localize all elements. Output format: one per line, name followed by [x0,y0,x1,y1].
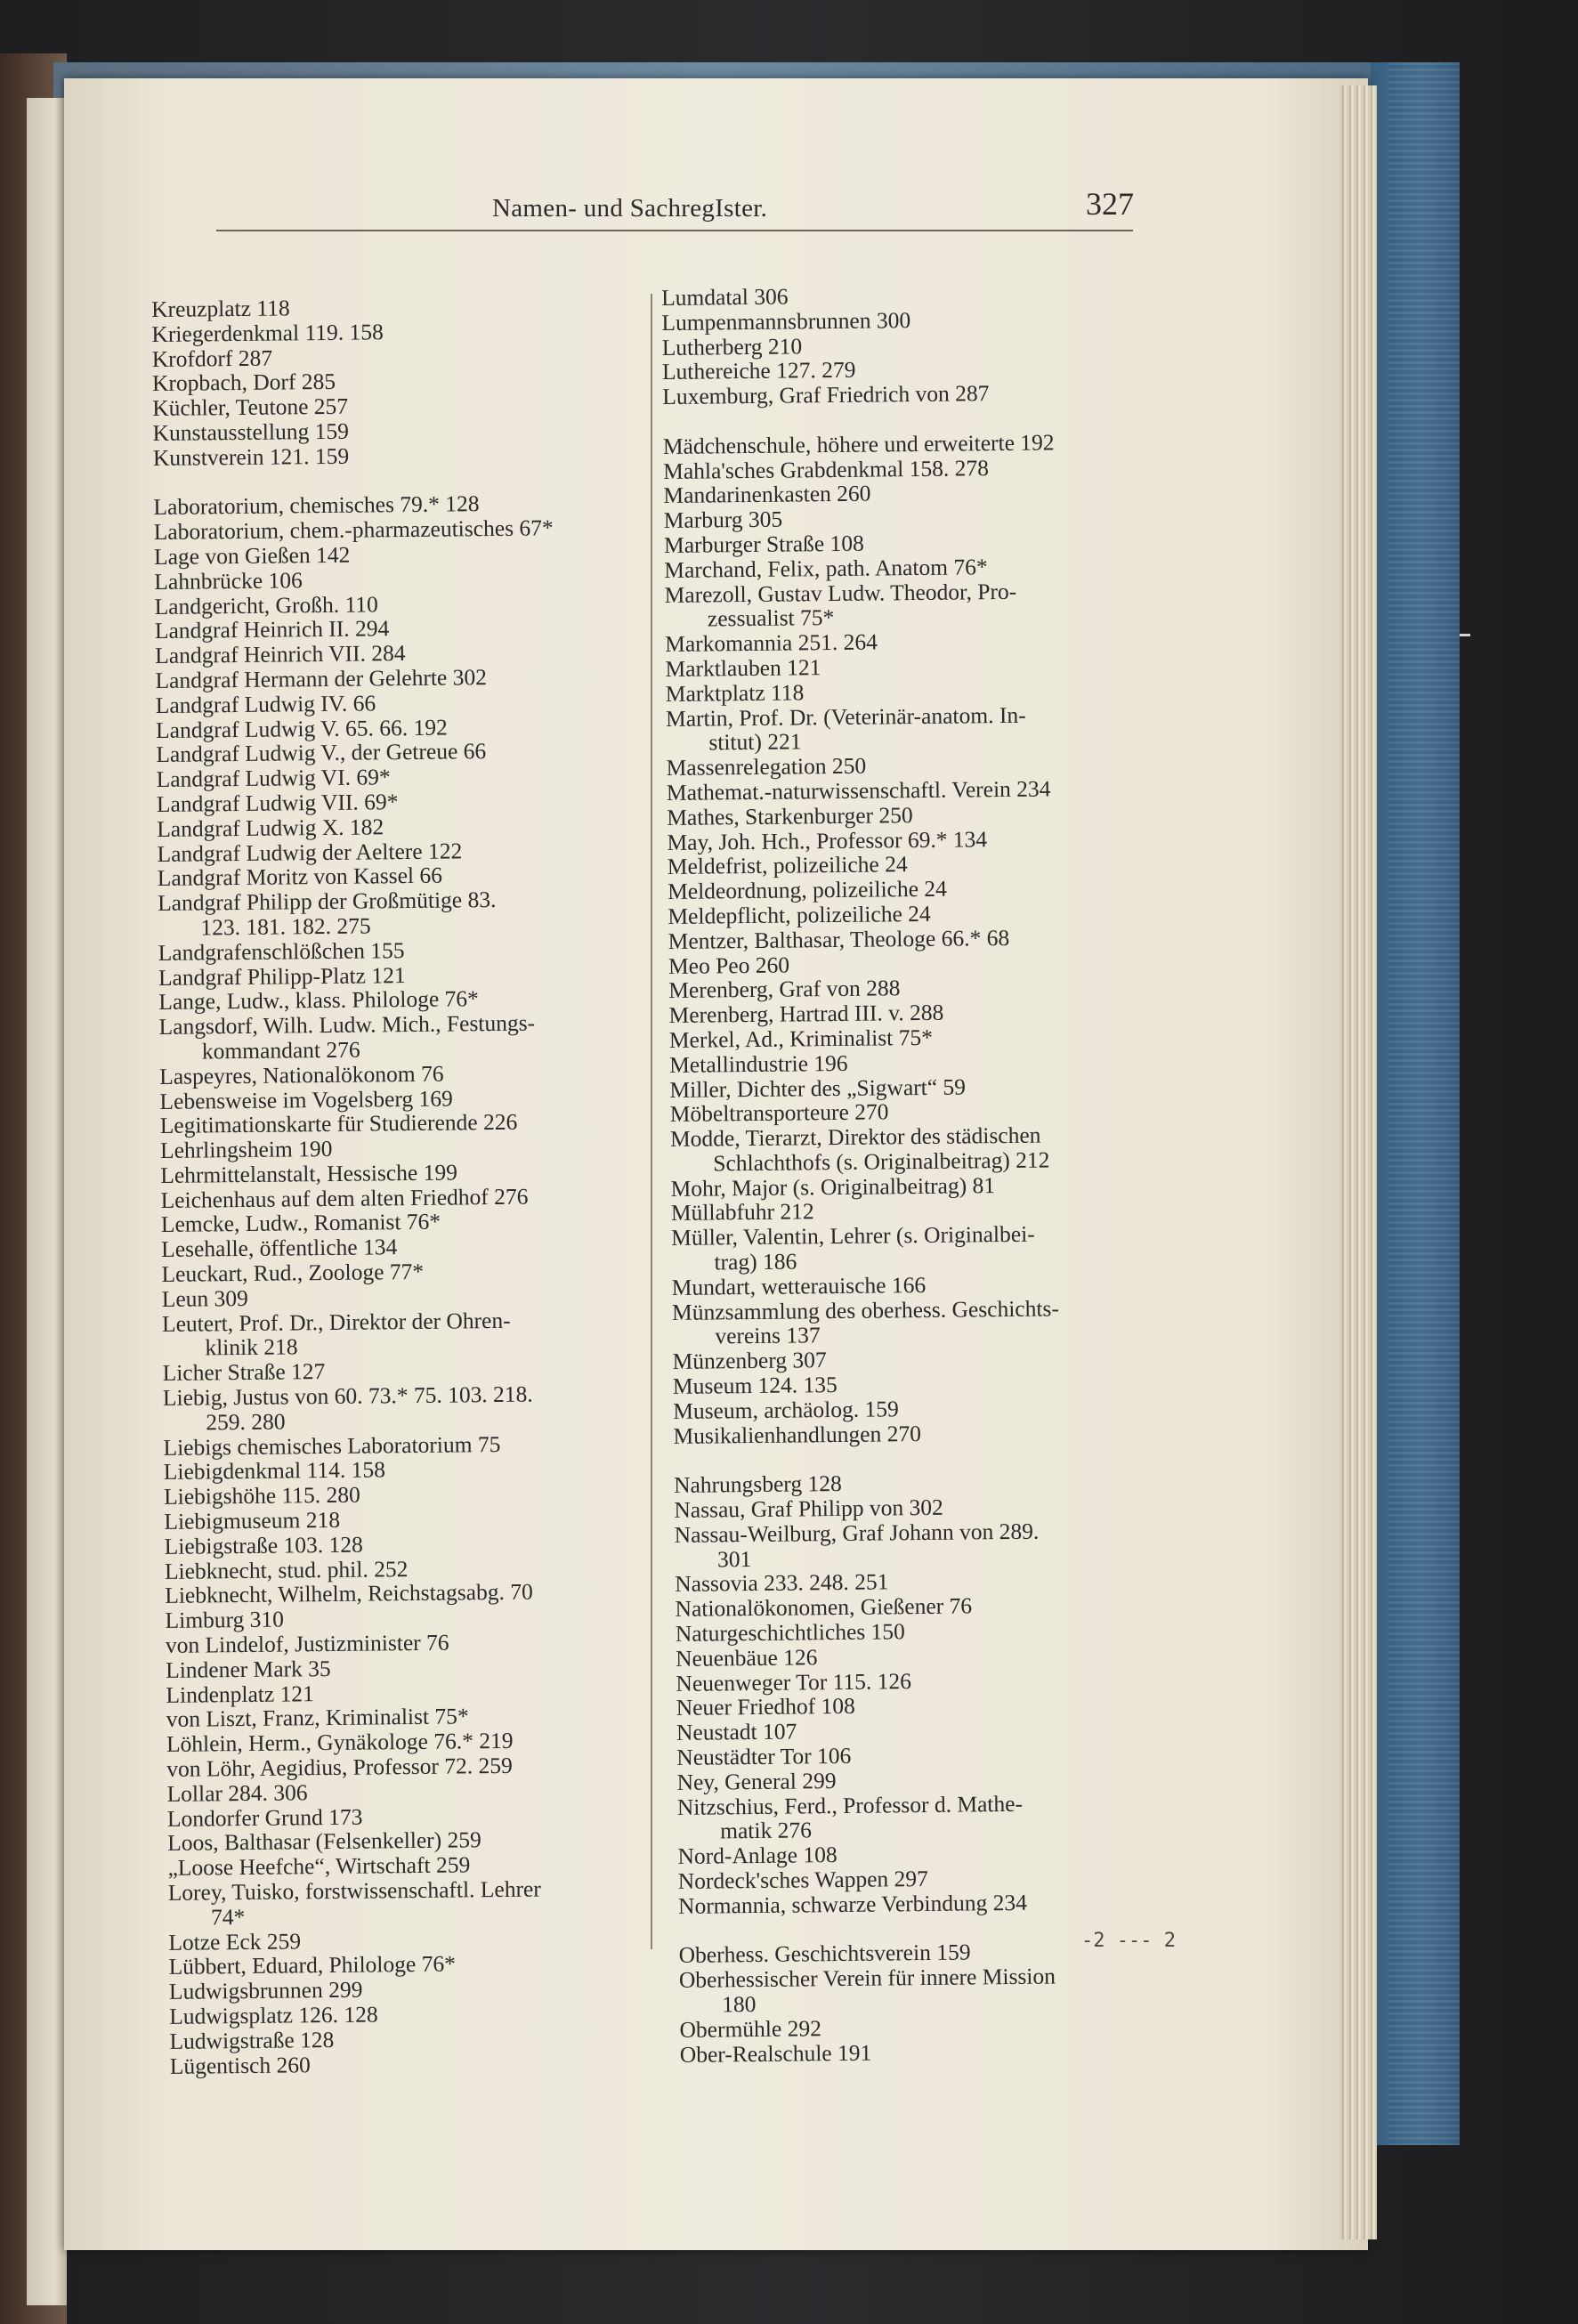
index-entry: Müllabfuhr 212 [670,1198,814,1227]
index-entry: Liebigs chemisches Laboratorium 75 [163,1430,501,1461]
index-entry: Massenrelegation 250 [666,752,867,781]
index-entry-continuation: kommandant 276 [201,1036,360,1065]
index-entry: Lumdatal 306 [660,283,789,311]
index-entry: Kunstverein 121. 159 [152,442,350,471]
index-entry: Lübbert, Eduard, Philologe 76* [168,1950,457,1980]
index-entry: Markomannia 251. 264 [665,628,878,658]
index-entry: Museum, archäolog. 159 [673,1396,899,1424]
index-column-left [151,292,677,2078]
index-entry: May, Joh. Hch., Professor 69.* 134 [667,825,988,855]
index-entry: Mahla'sches Grabdenkmal 158. 278 [663,454,990,484]
index-entry: Lesehalle, öffentliche 134 [161,1234,398,1263]
index-entry: Kunstausstellung 159 [152,417,350,446]
index-entry: Lorey, Tuisko, forstwissenschaftl. Lehrer [167,1875,541,1906]
index-entry: von Lindelof, Justizminister 76 [165,1629,449,1658]
index-entry: Kreuzplatz 118 [150,295,290,322]
index-entry: Merkel, Ad., Kriminalist 75* [668,1024,934,1053]
index-entry: Landgraf Heinrich VII. 284 [155,640,406,669]
index-entry: Liebig, Justus von 60. 73.* 75. 103. 218. [162,1381,533,1411]
index-entry: Landgraf Ludwig IV. 66 [155,690,376,718]
index-entry: Neuer Friedhof 108 [676,1693,855,1721]
index-entry-continuation: 301 [716,1545,752,1573]
index-entry: Luxemburg, Graf Friedrich von 287 [662,380,990,410]
index-entry: Küchler, Teutone 257 [152,393,349,422]
index-entry-continuation: stitut) 221 [708,728,802,756]
index-entry: Landgraf Ludwig V., der Getreue 66 [156,738,487,768]
index-entry: Marezoll, Gustav Ludw. Theodor, Pro- [664,578,1017,608]
index-entry: Landgrafenschlößchen 155 [158,936,405,966]
index-entry: Leichenhaus auf dem alten Friedhof 276 [160,1183,529,1213]
index-entry: Lotze Eck 259 [168,1927,302,1956]
index-entry: Nahrungsberg 128 [673,1470,842,1499]
cover-texture [1388,62,1460,2145]
index-entry: Loos, Balthasar (Felsenkeller) 259 [167,1826,481,1857]
index-entry: Liebigdenkmal 114. 158 [163,1456,386,1486]
index-entry-continuation: 123. 181. 182. 275 [200,912,371,941]
index-entry: Münzsammlung des oberhess. Geschichts- [671,1295,1060,1325]
index-entry: Modde, Tierarzt, Direktor des städischen [669,1122,1041,1153]
index-entry: Müller, Valentin, Lehrer (s. Originalbei- [671,1220,1035,1251]
index-entry: Lollar 284. 306 [166,1779,308,1807]
index-entry-continuation: 180 [722,1990,757,2018]
index-entry: Lindenplatz 121 [166,1680,315,1708]
index-entry: Neustädter Tor 106 [676,1742,852,1770]
index-entry: Münzenberg 307 [672,1347,827,1375]
index-entry: Mathes, Starkenburger 250 [667,801,913,830]
index-entry: Landgraf Ludwig der Aeltere 122 [157,837,463,867]
index-entry: Mathemat.-naturwissenschaftl. Verein 234 [666,775,1051,806]
index-entry: Miller, Dichter des „Sigwart“ 59 [669,1073,967,1103]
index-entry: Marburg 305 [663,506,783,534]
index-entry: Luthereiche 127. 279 [661,357,856,385]
index-entry: Möbeltransporteure 270 [669,1098,889,1128]
index-entry: Landgraf Philipp der Großmütige 83. [157,887,497,917]
index-entry: Lebensweise im Vogelsberg 169 [159,1085,453,1114]
index-entry: Merenberg, Graf von 288 [668,975,901,1004]
index-entry: Lehrmittelanstalt, Hessische 199 [160,1159,458,1188]
index-entry: Landgraf Ludwig VII. 69* [156,789,399,817]
index-entry: von Liszt, Franz, Kriminalist 75* [166,1703,469,1733]
index-entry: Landgraf Ludwig X. 182 [157,814,384,842]
index-entry-continuation: 259. 280 [206,1408,286,1436]
index-entry: Leutert, Prof. Dr., Direktor der Ohren- [161,1307,511,1337]
index-entry: Mohr, Major (s. Originalbeitrag) 81 [670,1171,996,1202]
index-entry: Liebknecht, stud. phil. 252 [164,1555,409,1584]
header-rule [216,230,1133,231]
index-entry: Nassau-Weilburg, Graf Johann von 289. [674,1518,1040,1548]
index-entry: Nord-Anlage 108 [677,1842,838,1870]
index-entry: Meo Peo 260 [668,951,790,979]
index-entry: Normannia, schwarze Verbindung 234 [677,1889,1028,1919]
index-entry: Ney, General 299 [676,1767,837,1795]
index-entry: Lindener Mark 35 [165,1655,331,1683]
index-entry: Liebigstraße 103. 128 [164,1531,363,1559]
index-entry: Naturgeschichtliches 150 [675,1618,906,1647]
printer-mark: -2 --- 2 [1081,1930,1176,1952]
index-entry-continuation: 74* [210,1903,246,1931]
index-entry: Krofdorf 287 [151,344,273,372]
index-entry: Langsdorf, Wilh. Ludw. Mich., Festungs- [158,1009,536,1041]
index-entry: Leuckart, Rud., Zoologe 77* [161,1258,425,1288]
index-entry: Kropbach, Dorf 285 [151,368,336,397]
left-page-edge [27,98,67,2305]
index-entry: Ludwigstraße 128 [169,2026,335,2054]
index-entry-continuation: Schlachthofs (s. Originalbeitrag) 212 [713,1146,1050,1177]
dust-fleck [1460,634,1470,636]
index-entry: Landgraf Ludwig VI. 69* [156,764,391,793]
index-entry: Kriegerdenkmal 119. 158 [151,319,384,347]
index-entry: Nationalökonomen, Gießener 76 [675,1592,973,1623]
index-entry: Ludwigsbrunnen 299 [168,1976,363,2005]
index-entry-continuation: vereins 137 [715,1322,821,1349]
page-stack [1339,85,1377,2239]
index-entry: Neuenweger Tor 115. 126 [676,1667,912,1696]
index-entry: Landgraf Hermann der Gelehrte 302 [155,664,488,693]
index-entry: Nassau, Graf Philipp von 302 [674,1494,943,1523]
index-entry: Obermühle 292 [679,2015,822,2043]
index-entry: von Löhr, Aegidius, Professor 72. 259 [166,1752,513,1782]
index-entry: Marktplatz 118 [665,679,805,707]
index-entry: Landgraf Heinrich II. 294 [154,615,390,644]
index-entry: Merenberg, Hartrad III. v. 288 [668,999,944,1029]
index-entry: Lügentisch 260 [169,2051,311,2079]
index-entry: Ober-Realschule 191 [679,2039,872,2068]
index-entry: Musikalienhandlungen 270 [673,1420,922,1449]
index-entry-continuation: matik 276 [720,1817,813,1844]
index-entry: Meldefrist, polizeiliche 24 [667,851,908,880]
index-entry: Mundart, wetterauische 166 [671,1271,927,1300]
index-entry: Neuenbäue 126 [675,1644,818,1672]
index-entry: Lemcke, Ludw., Romanist 76* [160,1209,441,1238]
index-entry: Löhlein, Herm., Gynäkologe 76.* 219 [166,1728,514,1758]
index-entry: Marburger Straße 108 [663,530,864,558]
index-entry: Landgericht, Großh. 110 [154,590,378,619]
index-entry: Lage von Gießen 142 [153,541,351,570]
index-entry: Metallindustrie 196 [669,1049,848,1078]
index-entry: Licher Straße 127 [162,1358,326,1387]
index-entry: Liebigshöhe 115. 280 [163,1481,360,1510]
index-entry: Martin, Prof. Dr. (Veterinär-anatom. In- [665,701,1026,732]
index-entry: Laboratorium, chem.-pharmazeutisches 67* [153,514,554,546]
index-entry: Lutherberg 210 [661,332,803,360]
index-entry: Legitimationskarte für Studierende 226 [159,1109,518,1139]
index-entry: Nassovia 233. 248. 251 [675,1568,889,1598]
index-entry: Lumpenmannsbrunnen 300 [661,306,911,336]
index-entry: Leun 309 [161,1284,248,1312]
index-entry: Mädchenschule, höhere und erweiterte 192 [662,429,1055,459]
running-head: Namen- und SachregIster. [492,194,768,223]
index-entry: Ludwigsplatz 126. 128 [169,2001,378,2029]
index-entry-continuation: klinik 218 [205,1333,298,1361]
index-entry: Nordeck'sches Wappen 297 [677,1865,928,1894]
index-entry: Oberhessischer Verein für innere Mission [678,1963,1056,1994]
index-entry: Landgraf Philipp-Platz 121 [158,961,406,991]
index-entry: „Loose Heefche“, Wirtschaft 259 [167,1851,471,1882]
index-column-right [661,280,1196,2067]
index-entry: Laboratorium, chemisches 79.* 128 [153,490,480,521]
page-number: 327 [1086,186,1134,222]
index-entry: Lehrlingsheim 190 [159,1136,333,1164]
index-entry: Lange, Ludw., klass. Philologe 76* [158,985,479,1016]
index-entry: Limburg 310 [165,1606,285,1634]
index-entry: Mentzer, Balthasar, Theologe 66.* 68 [668,924,1010,954]
index-entry: Neustadt 107 [676,1718,797,1746]
index-entry: Oberhess. Geschichtsverein 159 [678,1939,971,1969]
index-entry: Lahnbrücke 106 [154,567,303,595]
index-entry: Meldepflicht, polizeiliche 24 [668,900,931,929]
index-entry: Nitzschius, Ferd., Professor d. Mathe- [676,1790,1024,1820]
index-entry: Landgraf Ludwig V. 65. 66. 192 [155,714,448,743]
index-entry: Liebknecht, Wilhelm, Reichstagsabg. 70 [165,1579,533,1609]
index-entry-continuation: zessualist 75* [707,604,835,632]
index-entry: Landgraf Moritz von Kassel 66 [157,862,443,892]
index-entry: Museum 124. 135 [672,1372,838,1399]
index-entry: Meldeordnung, polizeiliche 24 [667,875,947,905]
index-entry: Londorfer Grund 173 [166,1803,363,1832]
index-entry: Mandarinenkasten 260 [663,480,871,509]
index-entry: Marchand, Felix, path. Anatom 76* [664,553,988,583]
index-entry: Marktlauben 121 [665,654,821,682]
index-entry-continuation: trag) 186 [714,1248,797,1275]
index-entry: Liebigmuseum 218 [164,1506,341,1534]
index-entry: Laspeyres, Nationalökonom 76 [159,1060,444,1089]
